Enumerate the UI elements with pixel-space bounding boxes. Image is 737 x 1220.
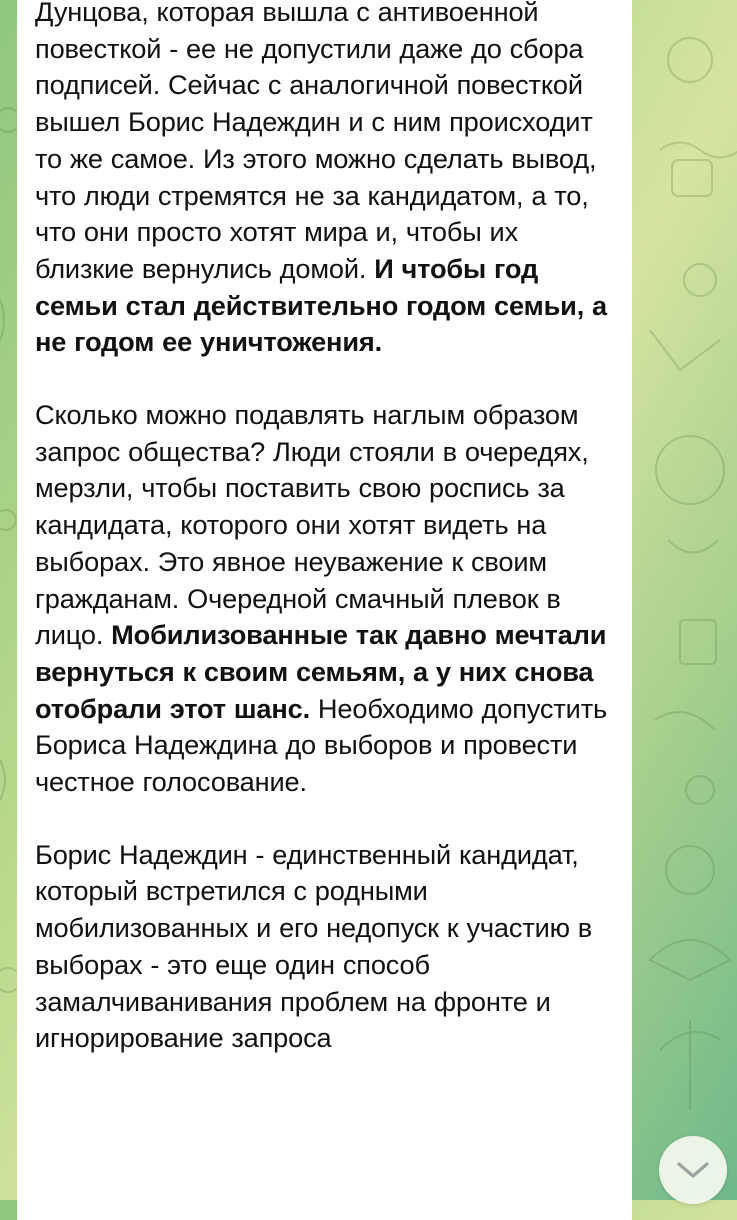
paragraph-1-text: Дунцова, которая вышла с антивоенной повесткой - ее не допустили даже до сбора подписей. Сейчас с аналогичной повесткой вышел Борис Надеждин и с ним происходит то же самое. Из этого можно сделать вывод, что люди стремятся не за кандидатом, а то, что они просто хотят мира и, чтобы их близкие вернулись домой. <box>35 0 597 284</box>
message-bubble <box>17 0 632 1220</box>
scroll-to-bottom-button[interactable] <box>659 1136 727 1204</box>
message-paragraph-1 <box>35 0 614 361</box>
paragraph-3-text: Борис Надеждин - единственный кандидат, который встретился с родными мобилизованных и его недопуск к участию в выборах - это еще один способ замалчиванивания проблем на фронте и игнорирование запроса <box>35 838 593 1054</box>
message-paragraph-3 <box>35 837 614 1057</box>
paragraph-1-bold-text: И чтобы год семьи стал действительно годом семьи, а не годом ее уничтожения. <box>35 252 607 358</box>
paragraph-2-text: Сколько можно подавлять наглым образом запрос общества? Люди стояли в очередях, мерзли, чтобы поставить свою роспись за кандидата, которого они хотят видеть на выборах. Это явное неуважение к своим гражданам. Очередной смачный плевок в лицо. <box>35 399 589 651</box>
chevron-down-icon <box>676 1160 710 1180</box>
paragraph-2-bold-text: Мобилизованные так давно мечтали вернуться к своим семьям, а у них снова отобрали этот шанс. <box>35 619 607 724</box>
message-paragraph-2 <box>35 397 614 801</box>
paragraph-2-tail-text: Необходимо допустить Бориса Надеждина до выборов и провести честное голосование. <box>35 692 608 798</box>
